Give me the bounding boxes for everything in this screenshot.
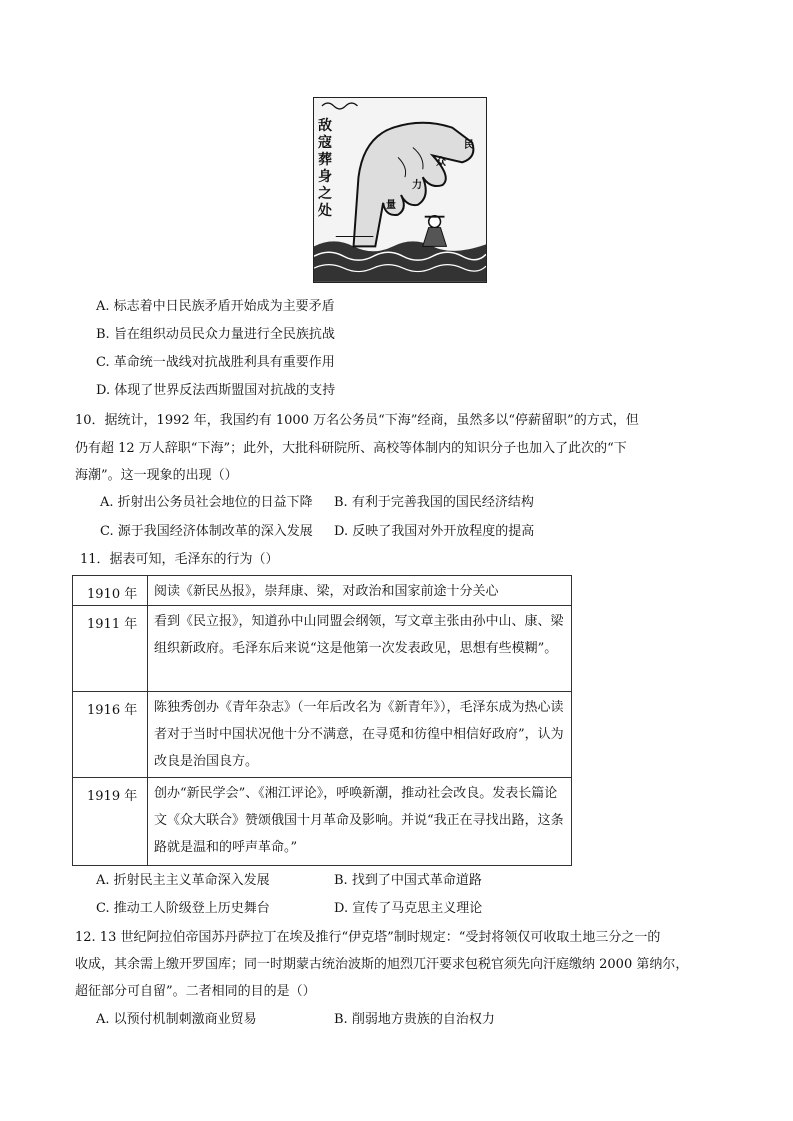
- q12-stem-line2: 收成，其余需上缴开罗国库；同一时期蒙古统治波斯的旭烈兀汗要求包税官须先向汗庭缴纳 2000 第纳尔，: [75, 957, 689, 972]
- history-table: [72, 575, 572, 866]
- q10-stem-line2: 仍有超 12 万人辞职“下海”；此外，大批科研院所、高校等体制内的知识分子也加入了此次的“下: [75, 441, 627, 456]
- table-desc-cell: 阅读《新民丛报》，崇拜康、梁，对政治和国家前途十分关心: [148, 576, 572, 606]
- q11-option-d: D. 宣传了马克思主义理论: [334, 901, 483, 916]
- table-year-cell: 1916 年: [73, 692, 148, 778]
- q11-option-a: A. 折射民主主义革命深入发展: [96, 873, 270, 888]
- table-year-cell: 1910 年: [73, 576, 148, 606]
- cartoon-image: [313, 97, 487, 283]
- q12-stem-line1: 12. 13 世纪阿拉伯帝国苏丹萨拉丁在埃及推行“伊克塔”制时规定：“受封将领仅可收取土地三分之一的: [75, 930, 661, 945]
- q11-stem: 11．据表可知，毛泽东的行为（）: [80, 552, 279, 567]
- q10-option-d: D. 反映了我国对外开放程度的提高: [334, 524, 535, 539]
- table-year-cell: 1919 年: [73, 778, 148, 866]
- q9-option-a: A. 标志着中日民族矛盾开始成为主要矛盾: [96, 299, 335, 314]
- q9-option-c: C. 革命统一战线对抗战胜利具有重要作用: [96, 355, 335, 370]
- finger-label-3: 力: [412, 180, 422, 191]
- table-row: [73, 778, 572, 866]
- finger-label-1: 民: [464, 140, 474, 151]
- cartoon-drawing: [314, 98, 486, 282]
- finger-label-2: 众: [436, 157, 446, 168]
- q9-option-b: B. 旨在组织动员民众力量进行全民族抗战: [96, 327, 335, 342]
- q10-stem-line1: 10．据统计，1992 年，我国约有 1000 万名公务员“下海”经商，虽然多以“停薪留职”的方式，但: [75, 413, 639, 428]
- cartoon-title: 敌寇葬身之处: [318, 118, 332, 219]
- q11-option-c: C. 推动工人阶级登上历史舞台: [96, 901, 270, 916]
- table-year-cell: 1911 年: [73, 606, 148, 692]
- q10-stem-line3: 海潮”。这一现象的出现（）: [75, 468, 238, 483]
- q12-stem-line3: 超征部分可自留”。二者相同的目的是（）: [75, 984, 316, 999]
- table-desc-cell: 看到《民立报》，知道孙中山同盟会纲领，写文章主张由孙中山、康、梁组织新政府。毛泽东后来说“这是他第一次发表政见，思想有些模糊”。: [148, 606, 572, 692]
- q12-option-b: B. 削弱地方贵族的自治权力: [334, 1012, 495, 1027]
- table-row: [73, 692, 572, 778]
- table-desc-cell: 陈独秀创办《青年杂志》（一年后改名为《新青年》），毛泽东成为热心读者对于当时中国状况他十分不满意，在寻觅和彷徨中相信好政府”，认为改良是治国良方。: [148, 692, 572, 778]
- q10-option-a: A. 折射出公务员社会地位的日益下降: [100, 495, 313, 510]
- table-row: [73, 576, 572, 606]
- q10-option-b: B. 有利于完善我国的国民经济结构: [334, 495, 534, 510]
- q12-option-a: A. 以预付机制刺激商业贸易: [96, 1012, 257, 1027]
- table-desc-cell: 创办“新民学会”、《湘江评论》，呼唤新潮，推动社会改良。发表长篇论文《众大联合》赞颂俄国十月革命及影响。并说“我正在寻找出路，这条路就是温和的呼声革命。”: [148, 778, 572, 866]
- q11-option-b: B. 找到了中国式革命道路: [334, 873, 482, 888]
- finger-label-4: 量: [386, 200, 396, 211]
- q10-option-c: C. 源于我国经济体制改革的深入发展: [100, 524, 313, 539]
- table-row: [73, 606, 572, 692]
- q9-option-d: D. 体现了世界反法西斯盟国对抗战的支持: [96, 383, 336, 398]
